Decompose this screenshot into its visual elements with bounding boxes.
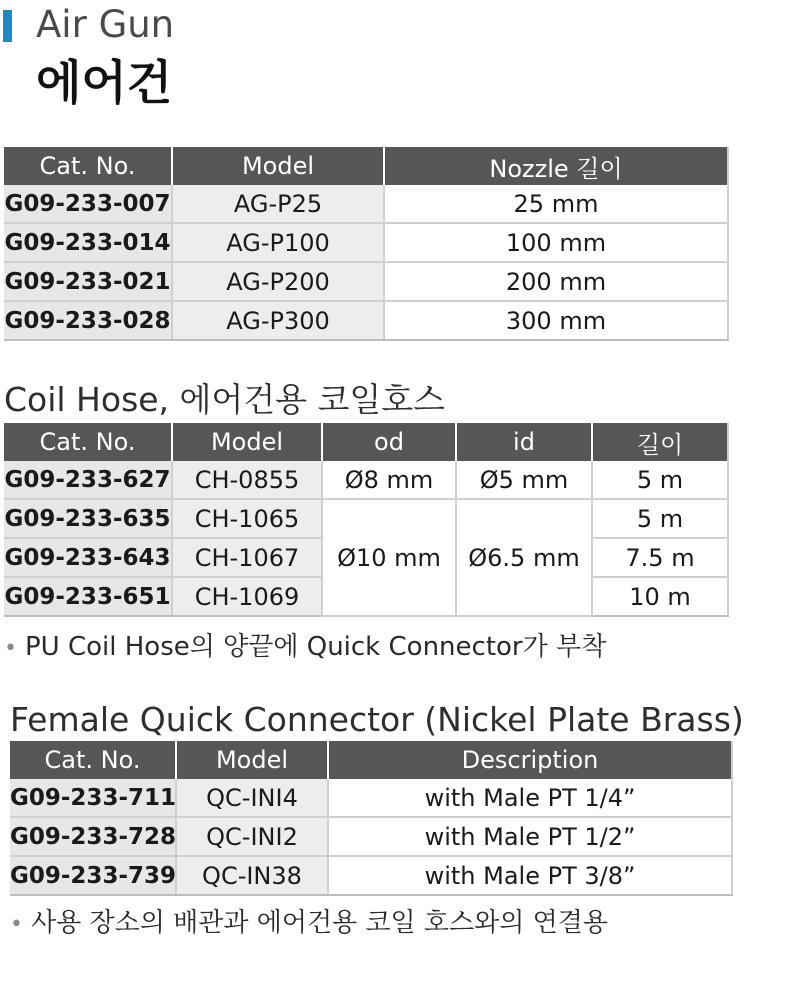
column-header-length: 길이: [592, 423, 728, 461]
column-header-model: Model: [176, 741, 328, 779]
model-cell: QC-INI4: [176, 779, 328, 817]
column-header-id: id: [456, 423, 592, 461]
connector-table: [10, 741, 733, 896]
model-cell: CH-0855: [172, 461, 322, 499]
model-cell: AG-P25: [172, 185, 384, 223]
length-cell: 5 m: [592, 499, 728, 538]
table-row: [4, 185, 728, 223]
od-group-cell: Ø10 mm: [322, 499, 456, 616]
column-header-cat-no: Cat. No.: [4, 147, 172, 185]
column-header-description: Description: [328, 741, 732, 779]
table-row: [10, 779, 732, 817]
model-cell: AG-P100: [172, 223, 384, 262]
table-row: [4, 223, 728, 262]
table-header-row: [4, 147, 728, 185]
table-header-row: [10, 741, 732, 779]
cat-no-cell: G09-233-643: [4, 538, 172, 577]
coil-hose-section-title: Coil Hose, 에어건용 코일호스: [4, 380, 446, 419]
cat-no-cell: G09-233-014: [4, 223, 172, 262]
nozzle-length-cell: 100 mm: [384, 223, 728, 262]
cat-no-cell: G09-233-739: [10, 856, 176, 895]
coil-hose-table: [4, 423, 729, 617]
description-cell: with Male PT 1/2”: [328, 817, 732, 856]
nozzle-length-cell: 300 mm: [384, 301, 728, 340]
connector-section-title: Female Quick Connector (Nickel Plate Brass): [10, 700, 744, 739]
air-gun-table: [4, 147, 729, 341]
cat-no-cell: G09-233-007: [4, 185, 172, 223]
column-header-model: Model: [172, 147, 384, 185]
length-cell: 5 m: [592, 461, 728, 499]
cat-no-cell: G09-233-627: [4, 461, 172, 499]
column-header-nozzle-length: Nozzle 길이: [384, 147, 728, 185]
nozzle-length-cell: 200 mm: [384, 262, 728, 301]
bullet-icon: •: [10, 912, 23, 937]
model-cell: CH-1067: [172, 538, 322, 577]
model-cell: CH-1069: [172, 577, 322, 616]
model-cell: QC-IN38: [176, 856, 328, 895]
table-row: [4, 301, 728, 340]
id-cell: Ø5 mm: [456, 461, 592, 499]
connector-note: [10, 907, 608, 941]
connector-note-text: 사용 장소의 배관과 에어건용 코일 호스와의 연결용: [30, 908, 609, 938]
description-cell: with Male PT 3/8”: [328, 856, 732, 895]
description-cell: with Male PT 1/4”: [328, 779, 732, 817]
page-title-english: Air Gun: [36, 3, 175, 46]
coil-hose-note-text: PU Coil Hose의 양끝에 Quick Connector가 부착: [24, 632, 607, 662]
cat-no-cell: G09-233-711: [10, 779, 176, 817]
cat-no-cell: G09-233-728: [10, 817, 176, 856]
title-accent-bar: [3, 10, 12, 42]
table-row: [4, 499, 728, 538]
column-header-cat-no: Cat. No.: [4, 423, 172, 461]
cat-no-cell: G09-233-651: [4, 577, 172, 616]
column-header-od: od: [322, 423, 456, 461]
length-cell: 7.5 m: [592, 538, 728, 577]
id-group-cell: Ø6.5 mm: [456, 499, 592, 616]
table-row: [4, 461, 728, 499]
nozzle-length-cell: 25 mm: [384, 185, 728, 223]
length-cell: 10 m: [592, 577, 728, 616]
cat-no-cell: G09-233-021: [4, 262, 172, 301]
table-header-row: [4, 423, 728, 461]
model-cell: CH-1065: [172, 499, 322, 538]
table-row: [10, 856, 732, 895]
table-row: [10, 817, 732, 856]
model-cell: QC-INI2: [176, 817, 328, 856]
od-cell: Ø8 mm: [322, 461, 456, 499]
column-header-cat-no: Cat. No.: [10, 741, 176, 779]
model-cell: AG-P300: [172, 301, 384, 340]
page-title-korean: 에어건: [36, 56, 173, 111]
column-header-model: Model: [172, 423, 322, 461]
cat-no-cell: G09-233-635: [4, 499, 172, 538]
coil-hose-note: [4, 631, 606, 665]
model-cell: AG-P200: [172, 262, 384, 301]
table-row: [4, 262, 728, 301]
cat-no-cell: G09-233-028: [4, 301, 172, 340]
bullet-icon: •: [4, 636, 17, 661]
